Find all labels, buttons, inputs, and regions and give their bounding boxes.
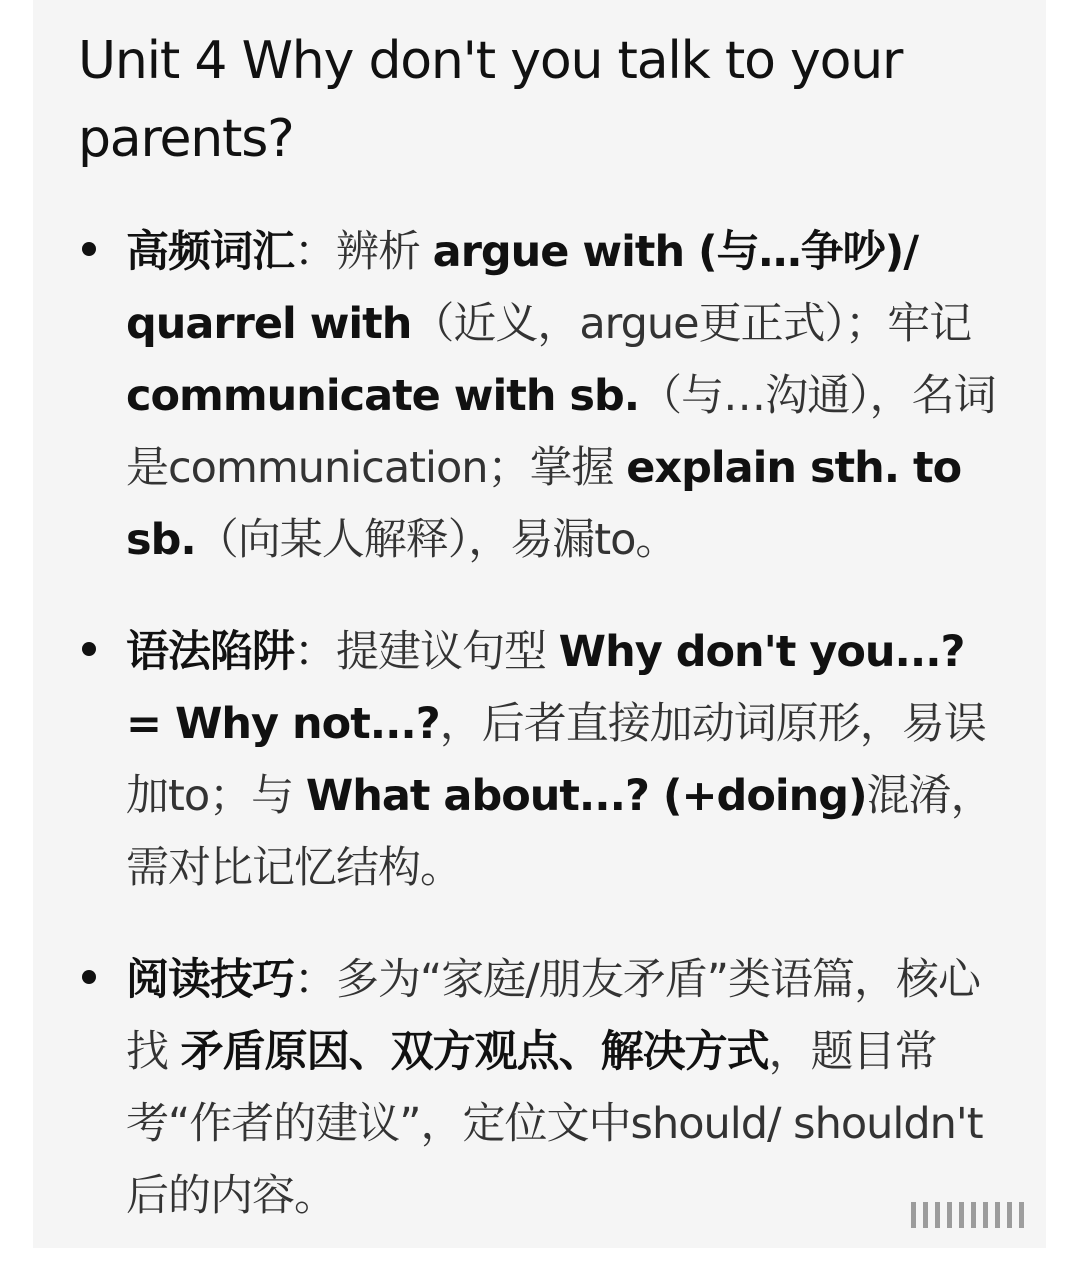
key-phrase: communicate with sb. [126, 371, 640, 421]
section-label: 语法陷阱 [126, 627, 294, 677]
text-segment: 提建议句型 [336, 627, 559, 677]
text-segment: （向某人解释），易漏to。 [195, 515, 678, 565]
section-colon: ： [294, 955, 336, 1005]
text-segment: （与…沟通），名词是communication；掌握 [126, 371, 996, 493]
key-phrase: Why don't you...? = Why not...? [126, 627, 965, 749]
text-segment: 混淆，需对比记忆结构。 [126, 771, 993, 893]
text-segment: 辨析 [336, 227, 433, 277]
section-label: 高频词汇 [126, 227, 294, 277]
bullet-dot-icon [82, 242, 96, 256]
key-phrase: 矛盾原因、双方观点、解决方式 [180, 1027, 769, 1077]
document-page [33, 0, 1046, 1248]
text-segment: （近义，argue更正式）；牢记 [411, 299, 972, 349]
list-item-grammar [78, 616, 1003, 904]
key-phrase: What about...? (+doing) [305, 771, 867, 821]
section-colon: ： [294, 227, 336, 277]
list-item-vocabulary [78, 216, 1003, 576]
list-item-reading [78, 944, 1003, 1232]
text-segment: 多为“家庭/朋友矛盾”类语篇，核心找 [126, 955, 981, 1077]
document-content [78, 22, 1003, 1272]
section-colon: ： [294, 627, 336, 677]
text-segment: ，题目常考“作者的建议”，定位文中should/ shouldn't后的内容。 [126, 1027, 983, 1221]
key-phrase: argue with (与…争吵)/ quarrel with [126, 227, 919, 349]
page-title: Unit 4 Why don't you talk to your parents? [78, 31, 903, 169]
text-segment: ，后者直接加动词原形，易误加to；与 [126, 699, 986, 821]
section-label: 阅读技巧 [126, 955, 294, 1005]
bullet-dot-icon [82, 970, 96, 984]
watermark-barcode-icon [904, 1200, 1024, 1230]
bullet-dot-icon [82, 642, 96, 656]
bullet-list [78, 216, 1003, 1232]
key-phrase: explain sth. to sb. [126, 443, 962, 565]
